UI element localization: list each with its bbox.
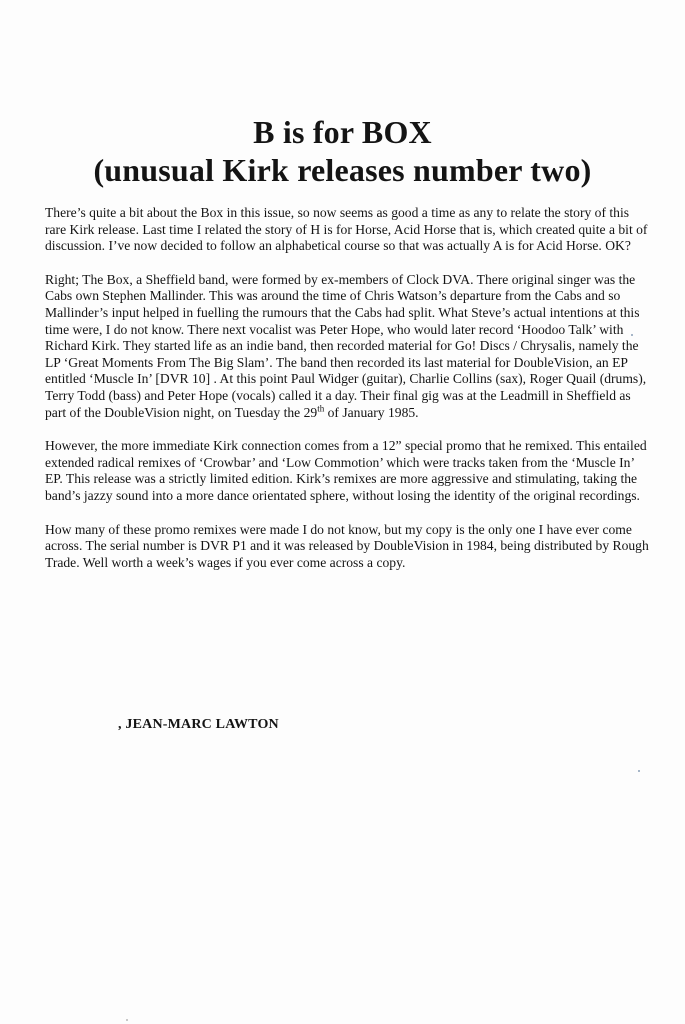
scan-speck (638, 770, 640, 772)
title-line-2: (unusual Kirk releases number two) (93, 152, 592, 188)
article-title (20, 113, 665, 189)
scan-speck (631, 334, 633, 336)
scan-speck (126, 1019, 128, 1021)
paragraph-closing: How many of these promo remixes were made I do not know, but my copy is the only one I have ever come across. The serial number is DVR P1 and it was released by DoubleVision in 1984, being distributed by Rough Trade. Well worth a week’s wages if you ever come across a copy. (45, 521, 649, 570)
paragraph-kirk-connection: However, the more immediate Kirk connection comes from a 12” special promo that he remixed. This entailed extended radical remixes of ‘Crowbar’ and ‘Low Commotion’ which were tracks taken from the ‘Muscle In’ EP. This release was a strictly limited edition. Kirk’s remixes are more aggressive and stimulating, taking the band’s jazzy sound into a more dance orientated sphere, without losing the identity of the original recordings. (45, 438, 647, 503)
paragraph-intro: There’s quite a bit about the Box in this issue, so now seems as good a time as any to relate the story of this rare Kirk release. Last time I related the story of H is for Horse, Acid Horse that is, which created quite a bit of discussion. I’ve now decided to follow an alphabetical course so that was actually A is for Acid Horse. OK? (45, 205, 648, 254)
paragraph-band-history-end: of January 1985. (324, 404, 419, 420)
paragraph-band-history-text: Right; The Box, a Sheffield band, were formed by ex-members of Clock DVA. There original singer was the Cabs own Stephen Mallinder. This was around the time of Chris Watson’s departure from the Cabs and so Mallinder’s input helped in fuelling the rumours that the Cabs had split. What Steve’s actual intentions at this time were, I do not know. There next vocalist was Peter Hope, who would later record ‘Hoodoo Talk’ with Richard Kirk. They started life as an indie band, then recorded material for Go! Discs / Chrysalis, namely the LP ‘Great Moments From The Big Slam’. The band then recorded its last material for DoubleVision, an EP entitled ‘Muscle In’ [DVR 10] . At this point Paul Widger (guitar), Charlie Collins (sax), Roger Quail (drums), Terry Todd (bass) and Peter Hope (vocals) called it a day. Their final gig was at the Leadmill in Sheffield as part of the DoubleVision night, on Tuesday the 29 (45, 271, 647, 420)
paragraph-band-history (45, 272, 650, 421)
author-signature: , JEAN-MARC LAWTON (118, 717, 279, 732)
article-body (45, 205, 650, 588)
title-line-1: B is for BOX (253, 114, 432, 150)
ordinal-suffix: th (317, 403, 325, 413)
